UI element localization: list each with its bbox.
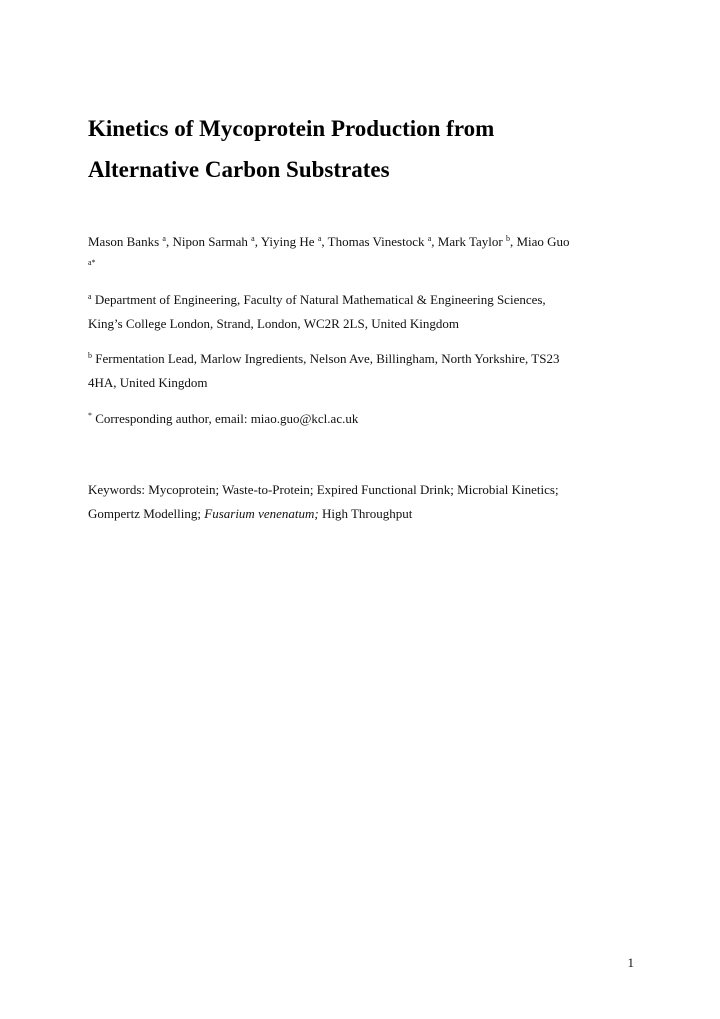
author-affiliation-mark: a [162, 234, 166, 243]
keywords-italic-term: Fusarium venenatum; [204, 506, 319, 521]
author-affiliation-mark: b [505, 234, 510, 243]
author-separator: , [165, 234, 173, 249]
author-list [88, 230, 636, 278]
paper-title [88, 108, 648, 190]
keywords-text: Gompertz Modelling; [88, 506, 205, 521]
author-affiliation-mark: a* [88, 258, 96, 267]
affiliation-a [88, 288, 636, 336]
affiliation-b [88, 347, 636, 395]
affiliation-mark: b [88, 351, 92, 360]
author-line-1 [88, 230, 636, 254]
author-name: Yiying He [260, 234, 315, 249]
keywords-text: High Throughput [318, 506, 413, 521]
corresponding-author-text: Corresponding author, email: miao.guo@kcl.ac.uk [95, 411, 359, 426]
author-name: Mark Taylor [437, 234, 503, 249]
author-separator: , [321, 234, 328, 249]
author-name: Miao Guo [516, 234, 570, 249]
title-line-2: Alternative Carbon Substrates [88, 157, 390, 182]
title-line-1: Kinetics of Mycoprotein Production from [88, 116, 495, 141]
affiliation-b-text: Fermentation Lead, Marlow Ingredients, Nelson Ave, Billingham, North Yorkshire, TS23 [95, 351, 560, 366]
author-affiliation-mark: a [251, 234, 255, 243]
author-name: Thomas Vinestock [327, 234, 425, 249]
corresponding-mark: * [88, 411, 92, 420]
corresponding-author [88, 407, 636, 431]
author-line-2 [88, 254, 636, 278]
author-name: Nipon Sarmah [172, 234, 248, 249]
affiliation-a-text: Department of Engineering, Faculty of Natural Mathematical & Engineering Sciences, [94, 292, 546, 307]
affiliation-b-line-2: 4HA, United Kingdom [88, 375, 208, 390]
keywords-line-2 [88, 502, 636, 526]
keywords-line-1: Keywords: Mycoprotein; Waste-to-Protein; Expired Functional Drink; Microbial Kinetics; [88, 482, 559, 497]
author-affiliation-mark: a [427, 234, 432, 243]
affiliation-a-line-2: King’s College London, Strand, London, WC2R 2LS, United Kingdom [88, 316, 459, 331]
author-separator: , [431, 234, 438, 249]
keywords [88, 478, 636, 526]
author-affiliation-mark: a [317, 234, 322, 243]
affiliation-a-line-1 [88, 288, 636, 312]
affiliation-mark: a [88, 292, 92, 301]
affiliation-b-line-1 [88, 347, 636, 371]
author-name: Mason Banks [88, 234, 160, 249]
author-separator: , [254, 234, 261, 249]
page-number: 1 [627, 955, 634, 970]
corresponding-author-line [88, 407, 636, 431]
author-separator: , [509, 234, 517, 249]
